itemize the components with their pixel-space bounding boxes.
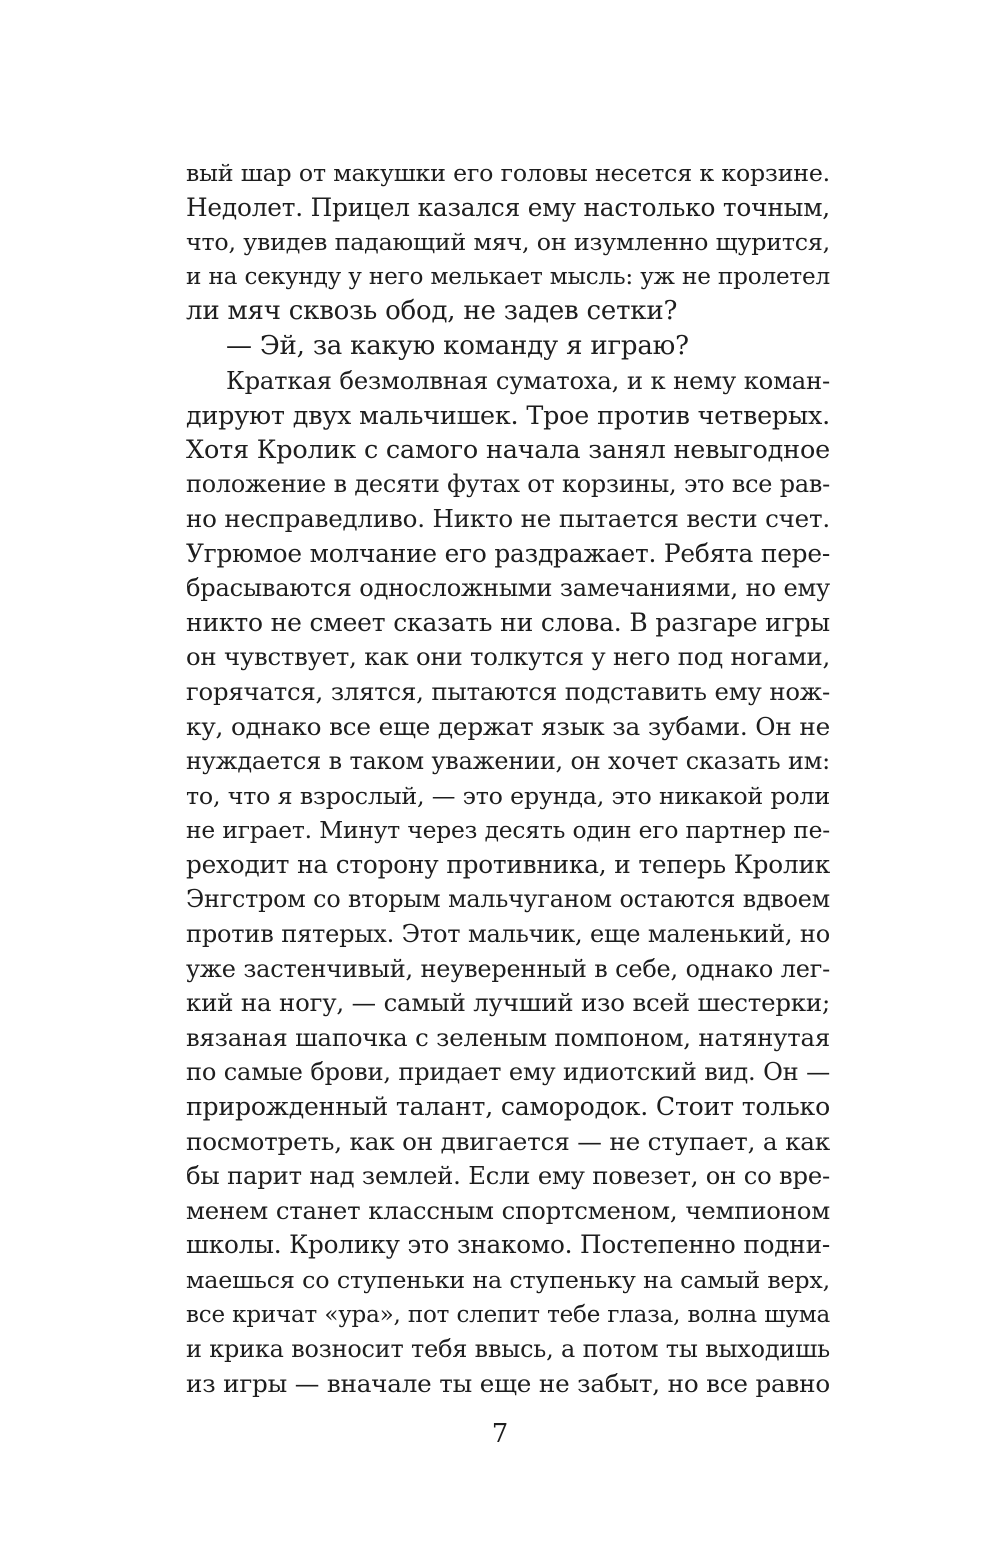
text-line: школы. Кролику это знакомо. Постепенно подни- — [186, 1230, 830, 1260]
text-line: менем станет классным спортсменом, чемпионом — [186, 1195, 830, 1225]
text-line: все кричат «ура», пот слепит тебе глаза, волна шума — [186, 1301, 830, 1328]
text-line: прирожденный талант, самородок. Стоит только — [186, 1092, 830, 1122]
text-line: Энгстром со вторым мальчуганом остаются вдвоем — [186, 885, 830, 914]
text-line: Хотя Кролик с самого начала занял невыгодное — [186, 434, 830, 465]
text-line: и на секунду у него мелькает мысль: уж не пролетел — [186, 263, 830, 290]
text-line: он чувствует, как они толкутся у него под ногами, — [186, 642, 830, 672]
page-number: 7 — [491, 1419, 509, 1449]
text-line: реходит на сторону противника, и теперь Кролик — [186, 849, 830, 879]
text-line: горячатся, злятся, пытаются подставить ему нож- — [186, 676, 830, 706]
text-line: то, что я взрослый, — это ерунда, это никакой роли — [186, 781, 830, 810]
text-line: дируют двух мальчишек. Трое против четверых. — [186, 400, 830, 431]
text-line: и крика возносит тебя ввысь, а потом ты выходишь — [186, 1335, 830, 1364]
text-line: бы парит над землей. Если ему повезет, он со вре- — [186, 1161, 830, 1191]
text-line: ку, однако все еще держат язык за зубами. Он не — [186, 711, 830, 741]
text-line: — Эй, за какую команду я играю? — [226, 330, 689, 361]
text-line: вязаная шапочка с зеленым помпоном, натянутая — [186, 1022, 830, 1052]
text-line: по самые брови, придает ему идиотский вид. Он — — [186, 1058, 830, 1087]
text-line: не играет. Минут через десять один его партнер пе- — [186, 816, 830, 845]
text-line: но несправедливо. Никто не пытается вести счет. — [186, 503, 830, 533]
text-line: вый шар от макушки его головы несется к корзине. — [186, 159, 830, 187]
text-line: кий на ногу, — самый лучший изо всей шестерки; — [186, 988, 830, 1018]
text-line: Угрюмое молчание его раздражает. Ребята пере- — [186, 538, 830, 568]
text-line: брасываются односложными замечаниями, но ему — [186, 574, 830, 603]
text-line: ли мяч сквозь обод, не задев сетки? — [186, 296, 678, 327]
text-line: посмотреть, как он двигается — не ступает, а как — [186, 1126, 830, 1156]
text-line: против пятерых. Этот мальчик, еще маленький, но — [186, 920, 830, 949]
body-text — [186, 156, 830, 1401]
text-line: положение в десяти футах от корзины, это все рав- — [186, 470, 830, 499]
text-line: что, увидев падающий мяч, он изумленно щурится, — [186, 228, 830, 257]
text-line: Недолет. Прицел казался ему настолько точным, — [186, 192, 830, 222]
text-line: маешься со ступеньки на ступеньку на самый верх, — [186, 1266, 830, 1294]
text-line: Краткая безмолвная суматоха, и к нему коман- — [226, 365, 830, 395]
text-line: из игры — вначале ты еще не забыт, но все равно — [186, 1368, 830, 1398]
text-line: уже застенчивый, неуверенный в себе, однако лег- — [186, 954, 830, 983]
text-line: нуждается в таком уважении, он хочет сказать им: — [186, 747, 830, 776]
text-line: никто не смеет сказать ни слова. В разгаре игры — [186, 607, 830, 637]
